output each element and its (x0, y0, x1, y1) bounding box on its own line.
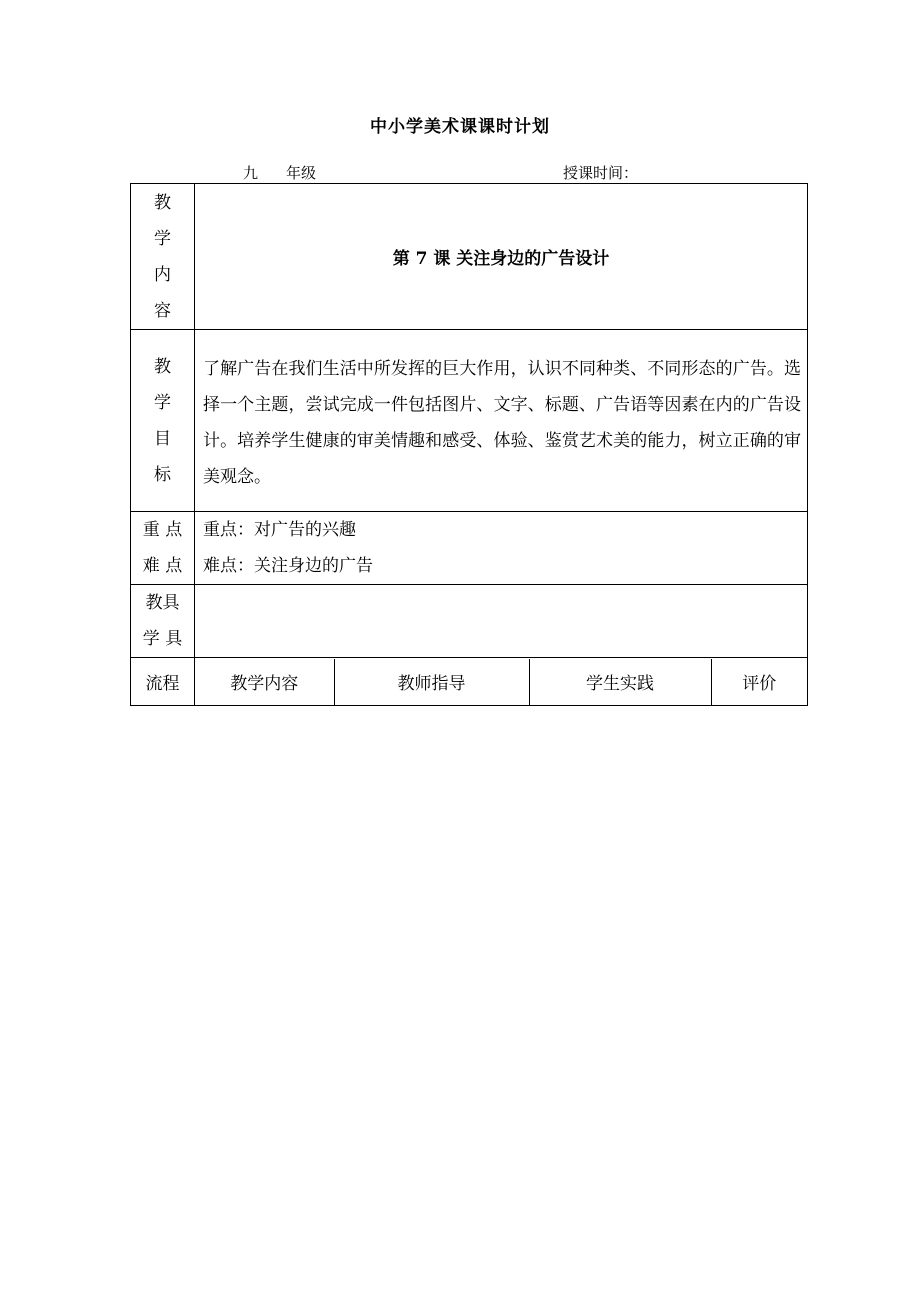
teaching-tools-value (195, 585, 808, 658)
key-points-text (195, 512, 808, 585)
grade-unit: 年级 (286, 164, 317, 182)
teaching-content-row (131, 184, 808, 330)
teaching-goals-text: 了解广告在我们生活中所发挥的巨大作用，认识不同种类、不同形态的广告。选择一个主题，尝试完成一件包括图片、文字、标题、广告语等因素在内的广告设计。培养学生健康的审美情趣和感受、体验、鉴赏艺术美的能力，树立正确的审美观念。 (195, 330, 808, 512)
lesson-plan-table (130, 183, 808, 706)
flow-row (131, 658, 808, 706)
lesson-topic: 第 7 课 关注身边的广告设计 (195, 184, 808, 330)
flow-col-student-practice: 学生实践 (529, 659, 711, 705)
page-title: 中小学美术课课时计划 (370, 117, 550, 137)
teaching-goals-row (131, 330, 808, 512)
teaching-content-label: 教 学 内 容 (131, 184, 195, 330)
grade-field (243, 162, 316, 183)
key-points-row (131, 512, 808, 585)
flow-columns (195, 659, 807, 705)
key-points-label: 重 点 难 点 (131, 512, 195, 585)
flow-label: 流程 (131, 658, 195, 706)
lesson-time-label: 授课时间： (563, 164, 639, 182)
flow-col-evaluation: 评价 (711, 659, 807, 705)
teaching-tools-label: 教具 学 具 (131, 585, 195, 658)
grade-value: 九 (243, 164, 259, 182)
flow-col-teaching-content: 教学内容 (230, 674, 299, 694)
key-point: 重点：对广告的兴趣 (203, 520, 356, 540)
teaching-tools-row (131, 585, 808, 658)
flow-col-teacher-guidance: 教师指导 (334, 659, 529, 705)
difficult-point: 难点：关注身边的广告 (203, 556, 373, 576)
teaching-goals-label: 教 学 目 标 (131, 330, 195, 512)
